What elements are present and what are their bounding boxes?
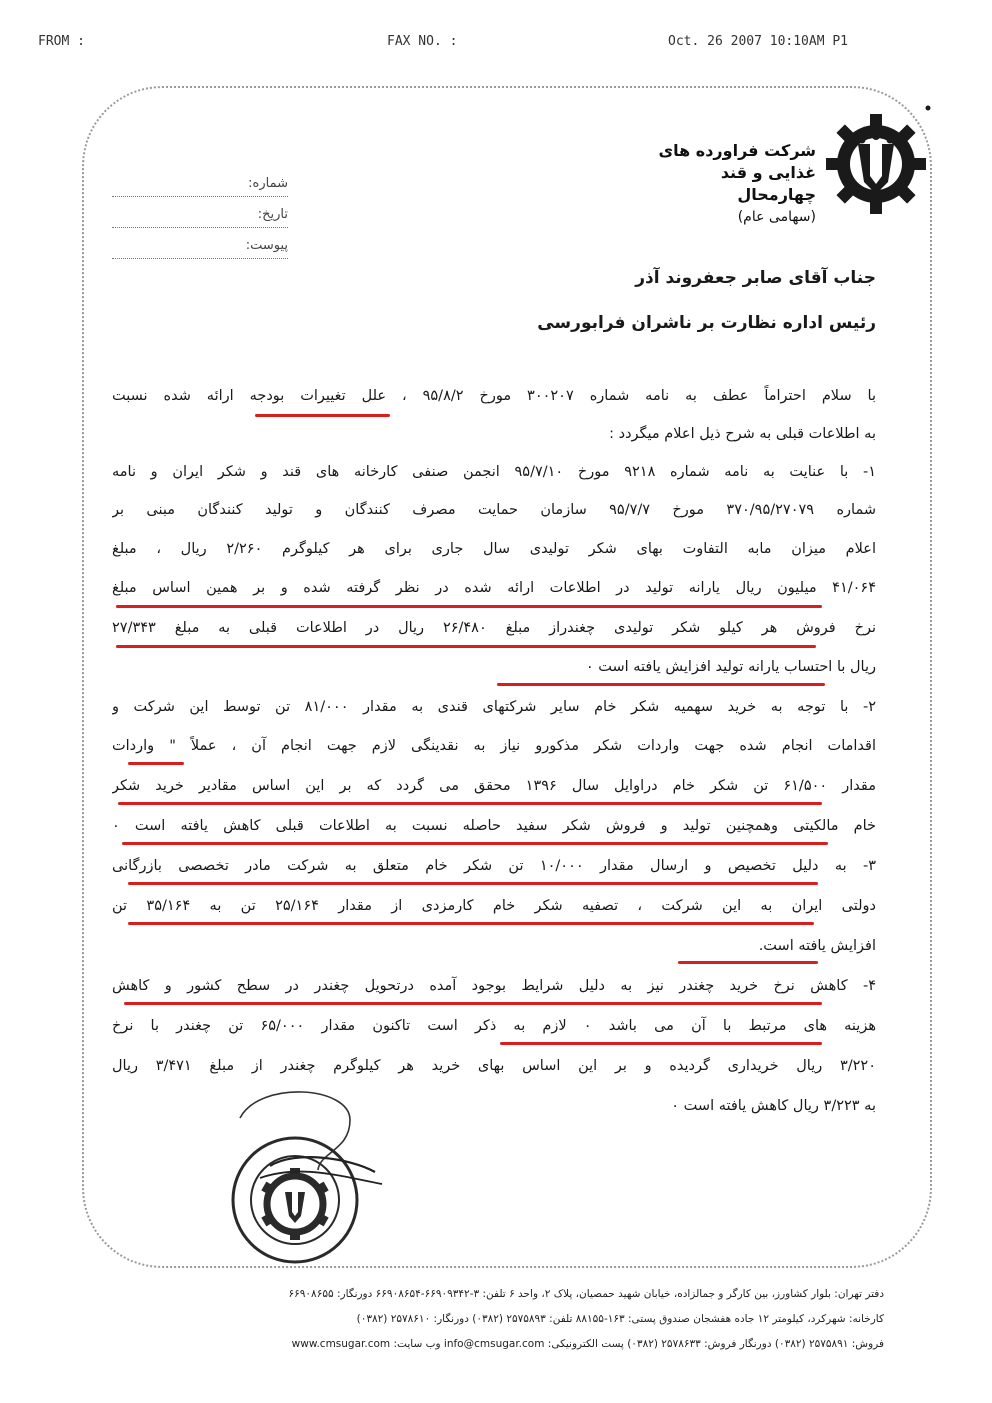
date-label: تاریخ: xyxy=(257,207,288,222)
attachment-label: پیوست: xyxy=(245,238,288,253)
cogwheel-logo-icon xyxy=(826,100,932,220)
highlight-underline xyxy=(124,1002,822,1005)
fax-datetime: Oct. 26 2007 10:10AM P1 xyxy=(668,34,849,49)
highlight-underline xyxy=(116,645,816,648)
footer-factory: کارخانه: شهرکرد، کیلومتر ۱۲ جاده هفشجان صندوق پستی: ۱۶۳-۸۸۱۵۵ تلفن: ۲۵۷۵۸۹۳ (۰۳۸۲) دورنگار: ۲۵۷۸۶۱۰ (۰۳۸۲) xyxy=(356,1313,884,1325)
highlight-underline xyxy=(118,802,822,805)
company-name-line: غذایی و قند xyxy=(720,163,816,182)
highlight-underline xyxy=(128,762,184,765)
company-name xyxy=(610,140,816,228)
body-line: اعلام میزان مابه التفاوت بهای شکر تولیدی سال جاری برای هر کیلوگرم ۲/۲۶۰ ریال ، مبلغ xyxy=(112,541,876,557)
footer-tehran-office: دفتر تهران: بلوار کشاورز، بین کارگر و جمالزاده، خیابان شهید حمصیان، پلاک ۲، واحد ۶ تلفن: ۳-۶۶۹۰۹۳۴۲-۶۶۹۰۸۶۵۴ دورنگار: ۶۶۹۰۸۶۵۵ xyxy=(288,1288,884,1300)
body-line: خام مالکیتی وهمچنین تولید و فروش شکر سفید حاصله نسبت به اطلاعات قبلی کاهش یافته است ٠ xyxy=(112,818,876,834)
highlight-underline xyxy=(128,922,814,925)
highlight-underline xyxy=(678,961,818,964)
body-line: دولتی ایران به این شرکت ، تصفیه شکر خام کارمزدی از مقدار ۲۵/۱۶۴ تن به ۳۵/۱۶۴ تن xyxy=(112,898,876,914)
body-line: ۲- با توجه به خرید سهمیه شکر خام سایر شرکتهای قندی به مقدار ۸۱/۰۰۰ تن توسط این شرکت و xyxy=(112,699,876,715)
body-line: شماره ۳۷۰/۹۵/۲۷۰۷۹ مورخ ۹۵/۷/۷ سازمان حمایت مصرف کنندگان و تولید کنندگان مبنی بر xyxy=(112,502,876,518)
body-line: ۱- با عنایت به نامه شماره ۹۲۱۸ مورخ ۹۵/۷/۱۰ انجمن صنفی کارخانه های قند و شکر ایران و نامه xyxy=(112,464,876,480)
body-line: هزینه های مرتبط با آن می باشد ٠ لازم به ذکر است تاکنون مقدار ۶۵/۰۰۰ تن چغندر با نرخ xyxy=(112,1018,876,1034)
highlight-underline xyxy=(122,842,828,845)
attachment-row xyxy=(112,230,288,259)
fax-from: FROM : xyxy=(38,34,85,49)
footer-sales: فروش: ۲۵۷۵۸۹۱ (۰۳۸۲) دورنگار فروش: ۲۵۷۸۶۳۳ (۰۳۸۲) پست الکترونیکی: info@cmsugar.com وب سایت: www.cmsugar.com xyxy=(291,1338,884,1350)
date-row xyxy=(112,199,288,228)
highlight-underline xyxy=(128,882,818,885)
addressee-name: جناب آقای صابر جعفروند آذر xyxy=(635,268,876,288)
body-line: اقدامات انجام شده جهت واردات شکر مذکورو نیاز به نقدینگی لازم جهت انجام آن ، عملاً " واردات xyxy=(112,738,876,754)
round-stamp-icon xyxy=(200,1080,390,1270)
highlight-underline xyxy=(497,683,825,686)
highlight-underline xyxy=(500,1042,822,1045)
body-line: با سلام احتراماً عطف به نامه شماره ۳۰۰۲۰۷ مورخ ۹۵/۸/۲ ، علل تغییرات بودجه ارائه شده نسبت xyxy=(112,388,876,404)
body-line: مقدار ۶۱/۵۰۰ تن شکر خام دراوایل سال ۱۳۹۶ محقق می گردد که بر این اساس مقادیر خرید شکر xyxy=(112,778,876,794)
company-name-line: شرکت فراورده های xyxy=(658,141,816,160)
body-line: به ۳/۲۲۳ ریال کاهش یافته است ٠ xyxy=(671,1098,876,1114)
body-line: ۴- کاهش نرخ خرید چغندر نیز به دلیل شرایط بوجود آمده درتحویل چغندر در سطح کشور و کاهش xyxy=(112,978,876,994)
fax-number: FAX NO. : xyxy=(387,34,458,49)
body-line: افزایش یافته است. xyxy=(758,938,876,954)
body-line: ۴۱/۰۶۴ میلیون ریال یارانه تولید در اطلاعات ارائه شده در نظر گرفته شده و بر همین اساس مبلغ xyxy=(112,580,876,596)
company-type: (سهامی عام) xyxy=(737,209,816,225)
letter-meta xyxy=(112,168,288,261)
highlight-underline xyxy=(116,605,822,608)
body-line: به اطلاعات قبلی به شرح ذیل اعلام میگردد : xyxy=(609,426,876,442)
highlight-underline xyxy=(255,414,390,417)
addressee-title: رئیس اداره نظارت بر ناشران فرابورسی xyxy=(537,313,876,333)
body-line: نرخ فروش هر کیلو شکر تولیدی چغندراز مبلغ ۲۶/۴۸۰ ریال در اطلاعات قبلی به مبلغ ۲۷/۳۴۳ xyxy=(112,620,876,636)
fax-header xyxy=(0,34,992,54)
company-name-line: چهارمحال xyxy=(737,185,816,204)
body-line: ۳- به دلیل تخصیص و ارسال مقدار ۱۰/۰۰۰ تن شکر خام متعلق به شرکت مادر تخصصی بازرگانی xyxy=(112,858,876,874)
body-line: ریال با احتساب یارانه تولید افزایش یافته است ٠ xyxy=(585,659,876,675)
number-label: شماره: xyxy=(248,176,288,191)
number-row xyxy=(112,168,288,197)
body-line: ۳/۲۲۰ ریال خریداری گردیده و بر این اساس بهای خرید هر کیلوگرم چغندر از مبلغ ۳/۴۷۱ ریال xyxy=(112,1058,876,1074)
